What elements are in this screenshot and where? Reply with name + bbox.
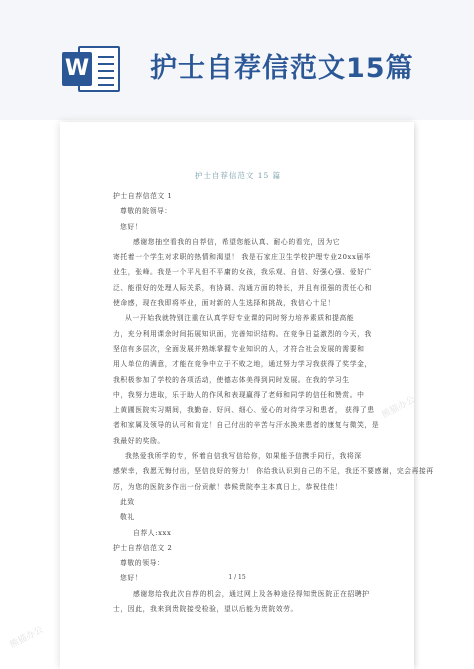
word-doc-icon [60,42,124,96]
greeting: 您好！ [120,222,143,231]
word-logo-letter: W [62,52,92,86]
body-line: 使命感，现在我即将毕业，面对新的人生选择和挑战，我信心十足！ [113,299,335,308]
body-line: 力，充分利用课余时间拓展知识面，完善知识结构。在竞争日益激烈的今天，我 [113,329,372,338]
body-line: 上黄圃医院实习期间，我勤奋、好问、细心、爱心的对待学习和患者， 获得了患 [113,406,375,415]
closing-line: 此致 [120,497,135,506]
salutation: 尊敬的院领导： [120,207,172,216]
body-line: 我最好的奖励。 [113,436,165,445]
section-heading: 护士自荐信范文 1 [113,192,173,200]
body-line: 泛、能很好的处理人际关系，有协调、沟通方面的特长，并且有很强的责任心和 [113,283,372,292]
body-line: 中，我努力进取，乐于助人的作风和表现赢得了老师和同学的信任和赞赏。中 [113,390,365,399]
watermark: 熊猫办公 [8,624,45,651]
body-line: 感谢您给我此次自荐的机会，通过网上及各种途径得知贵医院正在招聘护 [133,589,370,598]
page-number: 1 / 15 [228,574,246,581]
header-banner [0,0,474,120]
section-heading: 护士自荐信范文 2 [113,543,173,552]
body-line: 士，因此，我来到贵院接受检验，望以后能为贵院效劳。 [113,605,298,614]
body-line: 感谢您抽空看我的自荐信，希望您能认真、耐心的看完，因为它 [133,237,341,246]
body-line: 业生，张峰。我是一个平凡但不平庸的女孩，我乐观、自信、好强心强、爱好广 [113,268,372,277]
body-line: 我积极参加了学校的各项活动，使德志体美得到同时发展。在我的学习生 [113,375,350,384]
body-line: 坚信有多层次，全面发展并熟练掌握专业知识的人，才符合社会发展的需要和 [113,344,365,353]
body-line: 寄托着一个学生对求职的热情和渴望！ 我是石家庄卫生学校护理专业20xx届毕 [113,253,372,262]
document-title: 护士自荐信范文 15 篇 [194,171,282,180]
watermark: 熊猫办公 [380,394,417,421]
signature: 自荐人:xxx [133,528,172,537]
greeting: 您好！ [120,574,143,583]
salutation: 尊敬的领导： [120,559,165,568]
body-line: 从一开始我就特别注重在认真学好专业课的同时努力培养素质和提高能 [125,314,355,323]
body-line: 者和家属及领导的认可和肯定！自己付出的辛苦与汗水换来患者的康复与微笑，是 [113,421,380,430]
body-line: 厉，为您的医院多作出一份贡献！恭候贵院李主本真日上，恭祝佳佳！ [113,482,343,491]
body-line: 感荣幸，我愿无悔付出，坚信良好的努力！ 你给我认识到自己的不足，我还不要感谢，完会再接再 [113,467,434,476]
body-line: 用人单位的满意，才能在竞争中立于不败之地，通过努力学习我获得了奖学金， [113,360,372,369]
page-title: 护士自荐信范文15篇 [150,53,414,84]
body-line: 我热爱我所学的专，怀着自信我写信给你，如果能予信携手同行，我将深 [125,452,362,461]
closing-line: 敬礼 [120,513,135,522]
